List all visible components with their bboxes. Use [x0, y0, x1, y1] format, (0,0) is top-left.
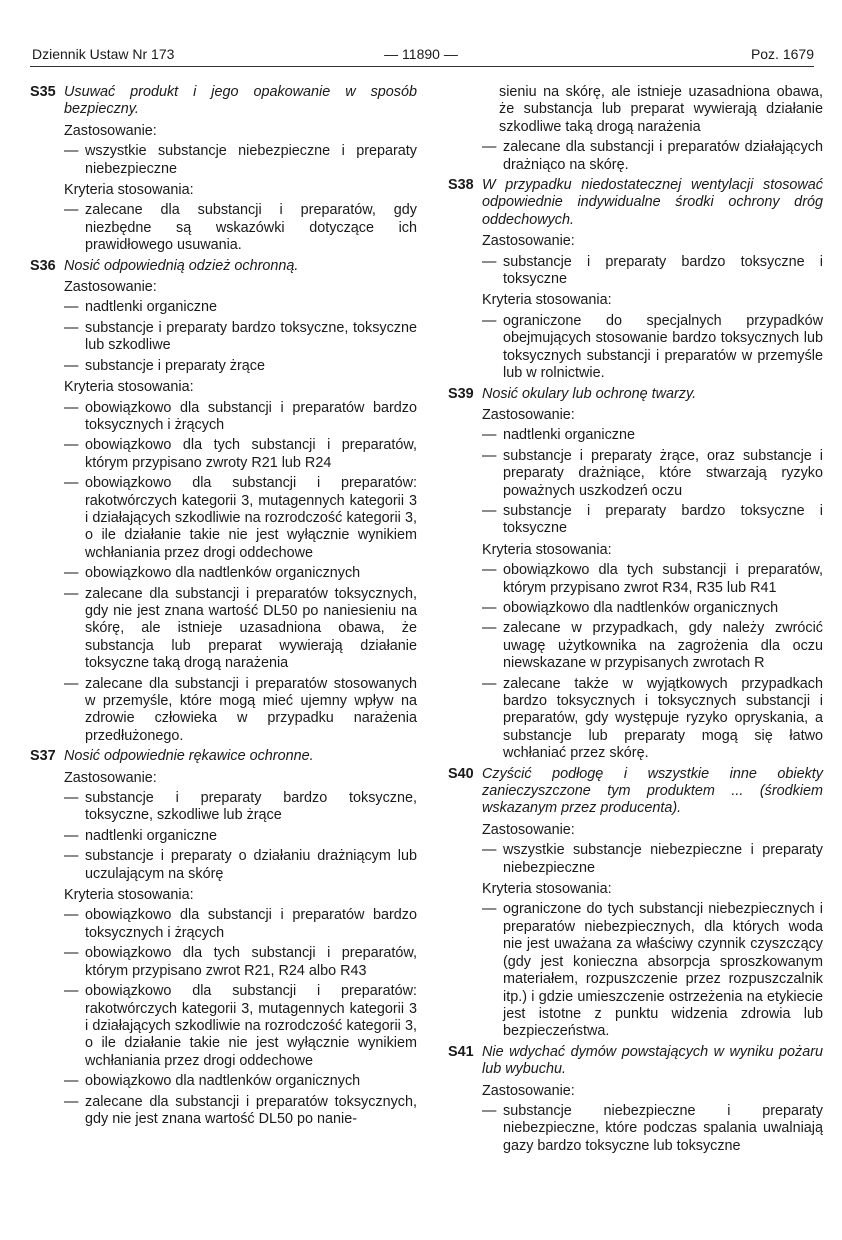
item-text: zalecane dla substancji i preparatów toksycznych, gdy nie jest znana wartość DL50 po nanie- — [85, 1093, 417, 1127]
continued-text: sieniu na skórę, ale istnieje uzasadniona obawa, że substancja lub preparat wywierają działanie szkodliwe taką drogą narażenia — [499, 84, 823, 135]
section-number: S38 — [448, 177, 474, 194]
dash-marker: — — [64, 399, 79, 416]
criteria-label: Kryteria stosowania: — [482, 541, 612, 558]
section-number: S35 — [30, 84, 56, 100]
list-item — [64, 1094, 417, 1129]
section-title: Nosić odpowiednią odzież ochronną. — [64, 257, 299, 274]
dash-marker: — — [482, 901, 497, 918]
application-label: Zastosowanie: — [64, 279, 157, 296]
list-item — [64, 202, 417, 254]
list-item — [64, 790, 417, 825]
dash-marker: — — [64, 299, 79, 316]
criteria-label: Kryteria stosowania: — [482, 881, 612, 898]
list-item — [64, 299, 417, 316]
dash-marker: — — [482, 842, 497, 859]
list-item — [482, 313, 823, 383]
list-item — [64, 437, 417, 472]
criteria-label: Kryteria stosowania: — [64, 379, 194, 396]
section-title: Nosić okulary lub ochronę twarzy. — [482, 385, 697, 402]
section-title: Czyścić podłogę i wszystkie inne obiekty zanieczyszczone tym produktem ... (środkiem wskazanym przez producenta). — [482, 765, 823, 817]
item-text: obowiązkowo dla substancji i preparatów bardzo toksycznych i żrących — [85, 907, 417, 941]
item-text: obowiązkowo dla tych substancji i preparatów, którym przypisano zwrot R34, R35 lub R41 — [503, 562, 823, 596]
dash-marker: — — [64, 848, 79, 865]
list-item — [64, 676, 417, 746]
section-number: S41 — [448, 1043, 474, 1060]
list-item — [64, 945, 417, 980]
item-text: substancje i preparaty bardzo toksyczne i toksyczne — [503, 253, 823, 288]
list-item — [64, 907, 417, 942]
dash-marker: — — [482, 502, 497, 519]
section-s37-continued — [448, 84, 823, 174]
item-text: substancje i preparaty bardzo toksyczne, toksyczne, szkodliwe lub żrące — [85, 790, 417, 824]
item-text: wszystkie substancje niebezpieczne i preparaty niebezpieczne — [503, 842, 823, 876]
dash-marker: — — [482, 312, 497, 329]
item-text: nadtlenki organiczne — [85, 827, 218, 844]
list-item — [64, 143, 417, 178]
dash-marker: — — [64, 437, 79, 454]
section-title: Usuwać produkt i jego opakowanie w sposób bezpieczny. — [64, 84, 417, 118]
dash-marker: — — [64, 945, 79, 962]
list-item — [482, 427, 823, 444]
list-item — [64, 586, 417, 673]
dash-marker: — — [64, 475, 79, 492]
dash-marker: — — [64, 585, 79, 602]
section-number: S37 — [30, 748, 56, 765]
list-item — [482, 139, 823, 174]
section-s38 — [448, 177, 823, 382]
item-text: substancje i preparaty bardzo toksyczne, toksyczne lub szkodliwe — [85, 319, 417, 354]
section-s39 — [448, 386, 823, 763]
section-s36 — [30, 258, 417, 746]
item-text: substancje i preparaty żrące — [85, 357, 265, 374]
section-s35 — [30, 84, 417, 255]
item-text: zalecane w przypadkach, gdy należy zwrócić uwagę użytkownika na zagrożenia dla oczu niewskazane w przypisanych zwrotach R — [503, 620, 823, 672]
list-item — [482, 503, 823, 538]
criteria-label: Kryteria stosowania: — [64, 887, 194, 904]
item-text: zalecane dla substancji i preparatów toksycznych, gdy nie jest znana wartość DL50 po naniesieniu na skórę, ale istnieje uzasadniona obawa, że substancja lub preparat wywierają działanie toksyczne taką drogą narażenia — [85, 585, 417, 672]
section-s41 — [448, 1044, 823, 1155]
list-item — [64, 848, 417, 883]
application-label: Zastosowanie: — [482, 1082, 575, 1099]
list-item — [482, 448, 823, 500]
dash-marker: — — [64, 907, 79, 924]
list-item — [482, 901, 823, 1040]
dash-marker: — — [482, 675, 497, 692]
list-item — [482, 1103, 823, 1155]
dash-marker: — — [64, 983, 79, 1000]
application-label: Zastosowanie: — [64, 769, 157, 786]
list-item — [64, 400, 417, 435]
journal-title: Dziennik Ustaw Nr 173 — [32, 46, 175, 62]
dash-marker: — — [64, 1073, 79, 1090]
dash-marker: — — [64, 565, 79, 582]
item-text: obowiązkowo dla substancji i preparatów: rakotwórczych kategorii 3, mutagennych kategorii 3 i działających szkodliwie na rozrodczość kategorii 3, o ile działanie takie nie jest wyłącznie wynikiem wchłaniania przez drogi oddechowe — [85, 983, 417, 1069]
item-text: ograniczone do specjalnych przypadków obejmujących stosowanie bardzo toksycznych lub toksycznych substancji i preparatów w przemyśle lub w rolnictwie. — [503, 312, 823, 382]
list-item — [482, 676, 823, 763]
section-title: W przypadku niedostatecznej wentylacji stosować odpowiednie indywidualne środki ochrony dróg oddechowych. — [482, 177, 823, 228]
item-text: nadtlenki organiczne — [503, 427, 636, 444]
section-s37 — [30, 748, 417, 1128]
application-label: Zastosowanie: — [482, 821, 575, 838]
item-text: obowiązkowo dla nadtlenków organicznych — [503, 599, 779, 616]
dash-marker: — — [64, 319, 79, 336]
dash-marker: — — [64, 202, 79, 219]
item-text: substancje i preparaty o działaniu drażniącym lub uczulającym na skórę — [85, 848, 417, 882]
application-label: Zastosowanie: — [64, 122, 157, 139]
list-item — [482, 254, 823, 289]
section-title: Nosić odpowiednie rękawice ochronne. — [64, 748, 314, 765]
item-text: zalecane także w wyjątkowych przypadkach bardzo toksycznych i toksycznych substancji i preparatów, gdy występuje ryzyko opryskania, a substancje lub preparaty mogą się łatwo wchłaniać przez skórę. — [503, 675, 823, 762]
dash-marker: — — [64, 143, 79, 160]
item-text: zalecane dla substancji i preparatów działających drażniąco na skórę. — [503, 139, 823, 173]
section-s40 — [448, 766, 823, 1041]
dash-marker: — — [64, 790, 79, 807]
header-rule — [30, 66, 814, 67]
list-item — [64, 983, 417, 1070]
dash-marker: — — [64, 827, 79, 844]
item-text: obowiązkowo dla substancji i preparatów bardzo toksycznych i żrących — [85, 399, 417, 433]
list-item — [64, 828, 417, 845]
right-column — [448, 84, 823, 1158]
dash-marker: — — [64, 675, 79, 692]
criteria-label: Kryteria stosowania: — [64, 182, 194, 199]
dash-marker: — — [482, 253, 497, 270]
item-text: substancje i preparaty żrące, oraz substancje i preparaty drażniące, które stwarzają ryzyko poważnych uszkodzeń oczu — [503, 447, 823, 499]
list-item — [482, 600, 823, 617]
left-column — [30, 84, 417, 1131]
item-text: wszystkie substancje niebezpieczne i preparaty niebezpieczne — [85, 143, 417, 177]
dash-marker: — — [482, 599, 497, 616]
list-item — [482, 842, 823, 877]
section-title: Nie wdychać dymów powstających w wyniku pożaru lub wybuchu. — [482, 1043, 823, 1078]
item-text: obowiązkowo dla substancji i preparatów: rakotwórczych kategorii 3, mutagennych kategorii 3 i działających szkodliwie na rozrodczość kategorii 3, o ile działanie takie nie jest wyłącznie wynikiem wchłaniania przez drogi oddechowe — [85, 475, 417, 561]
item-text: obowiązkowo dla nadtlenków organicznych — [85, 1073, 361, 1090]
dash-marker: — — [482, 1102, 497, 1119]
list-item — [482, 620, 823, 672]
dash-marker: — — [64, 357, 79, 374]
section-number: S40 — [448, 765, 474, 782]
list-item — [64, 1073, 417, 1090]
item-text: nadtlenki organiczne — [85, 299, 218, 316]
list-item — [64, 565, 417, 582]
dash-marker: — — [482, 620, 497, 637]
item-text: zalecane dla substancji i preparatów, gdy niezbędne są wskazówki dotyczące ich prawidłowego usuwania. — [85, 202, 417, 254]
item-text: substancje i preparaty bardzo toksyczne i toksyczne — [503, 502, 823, 537]
dash-marker: — — [482, 562, 497, 579]
page-header — [0, 0, 842, 60]
dash-marker: — — [482, 447, 497, 464]
list-item — [64, 358, 417, 375]
item-text: obowiązkowo dla tych substancji i preparatów, którym przypisano zwroty R21 lub R24 — [85, 437, 417, 471]
list-item — [64, 475, 417, 562]
application-label: Zastosowanie: — [482, 406, 575, 423]
section-number: S39 — [448, 385, 474, 402]
list-item — [482, 562, 823, 597]
criteria-label: Kryteria stosowania: — [482, 292, 612, 309]
dash-marker: — — [64, 1093, 79, 1110]
item-text: substancje niebezpieczne i preparaty niebezpieczne, które podczas spalania uwalniają gazy bardzo toksyczne lub toksyczne — [503, 1102, 823, 1154]
application-label: Zastosowanie: — [482, 233, 575, 250]
section-number: S36 — [30, 257, 56, 274]
dash-marker: — — [482, 139, 497, 156]
item-text: zalecane dla substancji i preparatów stosowanych w przemyśle, które mogą mieć ujemny wpływ na zdrowie człowieka w przypadku narażenia przedłużonego. — [85, 675, 417, 744]
position-number: Poz. 1679 — [750, 46, 814, 62]
item-text: ograniczone do tych substancji niebezpiecznych i preparatów niebezpiecznych, dla których woda nie jest uważana za właściwy czynnik czyszczący (gdy jest konieczna absorpcja sproszkowanym materiałem, rozpuszczenie przez rozpuszczalnik itp.) i gdzie umieszczenie ostrzeżenia na etykiecie jest istotne z punktu widzenia zdrowia lub bezpieczeństwa. — [503, 901, 823, 1040]
item-text: obowiązkowo dla tych substancji i preparatów, którym przypisano zwrot R21, R24 albo R43 — [85, 945, 417, 979]
dash-marker: — — [482, 427, 497, 444]
item-text: obowiązkowo dla nadtlenków organicznych — [85, 565, 361, 582]
page-number: — 11890 — — [384, 46, 458, 62]
list-item — [64, 320, 417, 355]
